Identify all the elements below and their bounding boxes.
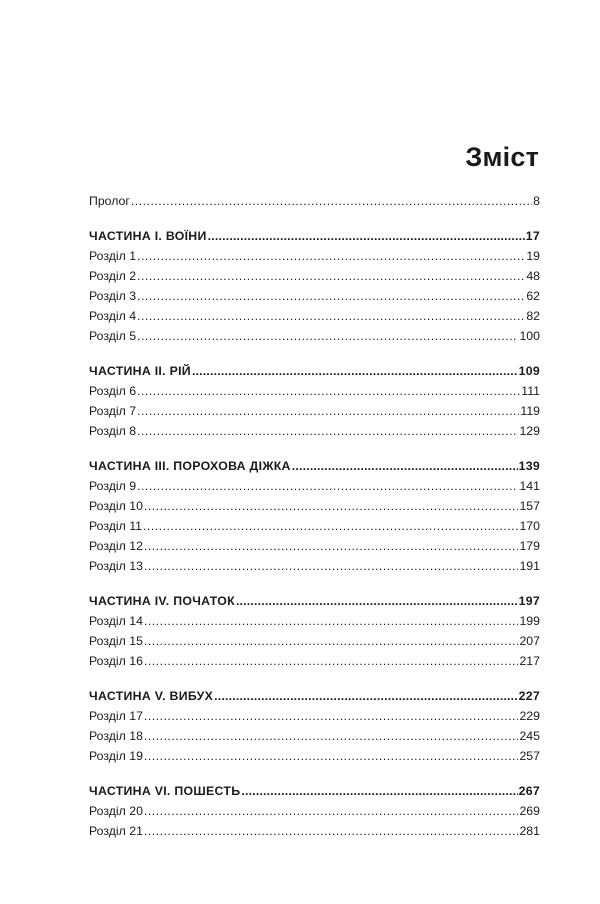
toc-page-number: 129 — [519, 424, 540, 438]
toc-entry — [89, 266, 540, 286]
toc-page-number: 179 — [519, 539, 540, 553]
toc-dot-leader — [137, 421, 518, 441]
toc-page-number: 267 — [518, 784, 540, 798]
toc-page-number: 82 — [526, 309, 540, 323]
toc-entry-label: Розділ 15 — [89, 634, 143, 648]
toc-entry — [89, 421, 540, 441]
toc-part-entry — [89, 226, 540, 246]
toc-page-number: 62 — [526, 289, 540, 303]
toc-page-number: 217 — [519, 654, 540, 668]
toc-dot-leader — [137, 476, 518, 496]
toc-group-gap — [89, 766, 540, 781]
toc-page-number: 111 — [521, 384, 540, 398]
toc-entry-label: Розділ 19 — [89, 749, 143, 763]
toc-dot-leader — [144, 746, 519, 766]
toc-dot-leader — [137, 286, 525, 306]
toc-entry — [89, 726, 540, 746]
toc-dot-leader — [144, 706, 519, 726]
toc-part-entry — [89, 686, 540, 706]
toc-entry-label: ЧАСТИНА V. ВИБУХ — [89, 689, 214, 703]
toc-entry — [89, 476, 540, 496]
toc-entry-label: Розділ 13 — [89, 559, 143, 573]
toc-entry-label: Розділ 12 — [89, 539, 143, 553]
toc-entry — [89, 611, 540, 631]
toc-entry — [89, 516, 540, 536]
toc-page-number: 227 — [518, 689, 540, 703]
toc-entry-label: Розділ 5 — [89, 329, 137, 343]
toc-dot-leader — [208, 226, 525, 246]
toc-part-entry — [89, 781, 540, 801]
toc-page-number: 257 — [519, 749, 540, 763]
toc-entry-label: Розділ 11 — [89, 519, 142, 533]
toc-dot-leader — [144, 611, 519, 631]
toc-entry-label: Розділ 3 — [89, 289, 137, 303]
toc-page-number: 199 — [519, 614, 540, 628]
toc-dot-leader — [143, 516, 518, 536]
toc-entry — [89, 706, 540, 726]
toc-page-number: 157 — [519, 499, 540, 513]
toc-entry-label: Розділ 1 — [89, 249, 137, 263]
toc-entry-label: Розділ 9 — [89, 479, 137, 493]
toc-entry — [89, 191, 540, 211]
toc-dot-leader — [144, 651, 519, 671]
toc-entry-label: Розділ 16 — [89, 654, 143, 668]
toc-entry — [89, 631, 540, 651]
toc-entry-label: ЧАСТИНА VI. ПОШЕСТЬ — [89, 784, 241, 798]
toc-entry — [89, 496, 540, 516]
toc-entry-label: Розділ 17 — [89, 709, 143, 723]
toc-entry — [89, 381, 540, 401]
toc-entry-label: Розділ 21 — [89, 824, 143, 838]
toc-part-entry — [89, 456, 540, 476]
toc-dot-leader — [236, 591, 518, 611]
toc-entry — [89, 746, 540, 766]
toc-entry-label: Розділ 8 — [89, 424, 137, 438]
toc-page-number: 119 — [520, 404, 540, 418]
toc-entry-label: Розділ 18 — [89, 729, 143, 743]
toc-entry-label: ЧАСТИНА ІІ. РІЙ — [89, 364, 191, 378]
toc-entry — [89, 326, 540, 346]
toc-dot-leader — [144, 556, 519, 576]
toc-entry-label: Розділ 2 — [89, 269, 137, 283]
toc-dot-leader — [292, 456, 518, 476]
toc-page-number: 245 — [519, 729, 540, 743]
toc-dot-leader — [131, 191, 532, 211]
toc-dot-leader — [144, 726, 519, 746]
toc-entry — [89, 556, 540, 576]
toc-group-gap — [89, 211, 540, 226]
toc-page-number: 8 — [533, 194, 540, 208]
toc-part-entry — [89, 361, 540, 381]
toc-entry-label: Розділ 7 — [89, 404, 137, 418]
toc-dot-leader — [137, 326, 518, 346]
toc-entry-label: Розділ 4 — [89, 309, 137, 323]
toc-page-number: 17 — [525, 229, 540, 243]
toc-entry — [89, 536, 540, 556]
toc-page-number: 197 — [518, 594, 540, 608]
page-title: Зміст — [465, 142, 539, 172]
toc-dot-leader — [137, 306, 525, 326]
toc-dot-leader — [137, 401, 519, 421]
toc-page-number: 100 — [519, 329, 540, 343]
toc-entry-label: Розділ 14 — [89, 614, 143, 628]
toc-page-number: 269 — [519, 804, 540, 818]
toc-entry — [89, 821, 540, 841]
toc-entry-label: Розділ 6 — [89, 384, 137, 398]
toc-page-number: 191 — [519, 559, 540, 573]
toc-dot-leader — [137, 246, 525, 266]
toc-page-number: 109 — [518, 364, 540, 378]
toc-entry-label: ЧАСТИНА IV. ПОЧАТОК — [89, 594, 235, 608]
toc-page-number: 141 — [519, 479, 540, 493]
toc-dot-leader — [144, 631, 519, 651]
toc-dot-leader — [144, 536, 519, 556]
toc-entry — [89, 801, 540, 821]
toc-entry-label: Розділ 20 — [89, 804, 143, 818]
toc-group-gap — [89, 576, 540, 591]
toc-entry-label: Пролог — [89, 194, 130, 208]
toc-group-gap — [89, 346, 540, 361]
toc-dot-leader — [137, 381, 520, 401]
toc-entry — [89, 401, 540, 421]
table-of-contents — [89, 191, 540, 841]
toc-group-gap — [89, 671, 540, 686]
toc-dot-leader — [241, 781, 517, 801]
toc-dot-leader — [214, 686, 517, 706]
toc-page-number: 281 — [519, 824, 540, 838]
toc-dot-leader — [192, 361, 518, 381]
toc-dot-leader — [144, 801, 519, 821]
toc-entry — [89, 651, 540, 671]
toc-entry — [89, 306, 540, 326]
toc-dot-leader — [144, 821, 519, 841]
toc-entry-label: Розділ 10 — [89, 499, 143, 513]
toc-part-entry — [89, 591, 540, 611]
toc-page-number: 48 — [526, 269, 540, 283]
toc-entry — [89, 286, 540, 306]
toc-entry-label: ЧАСТИНА І. ВОЇНИ — [89, 229, 207, 243]
toc-page-number: 207 — [519, 634, 540, 648]
toc-entry-label: ЧАСТИНА ІІІ. ПОРОХОВА ДІЖКА — [89, 459, 291, 473]
toc-page-number: 170 — [519, 519, 540, 533]
toc-dot-leader — [144, 496, 519, 516]
toc-page-number: 19 — [526, 249, 540, 263]
toc-page-number: 229 — [519, 709, 540, 723]
toc-page-number: 139 — [518, 459, 540, 473]
toc-entry — [89, 246, 540, 266]
toc-group-gap — [89, 441, 540, 456]
toc-dot-leader — [137, 266, 525, 286]
